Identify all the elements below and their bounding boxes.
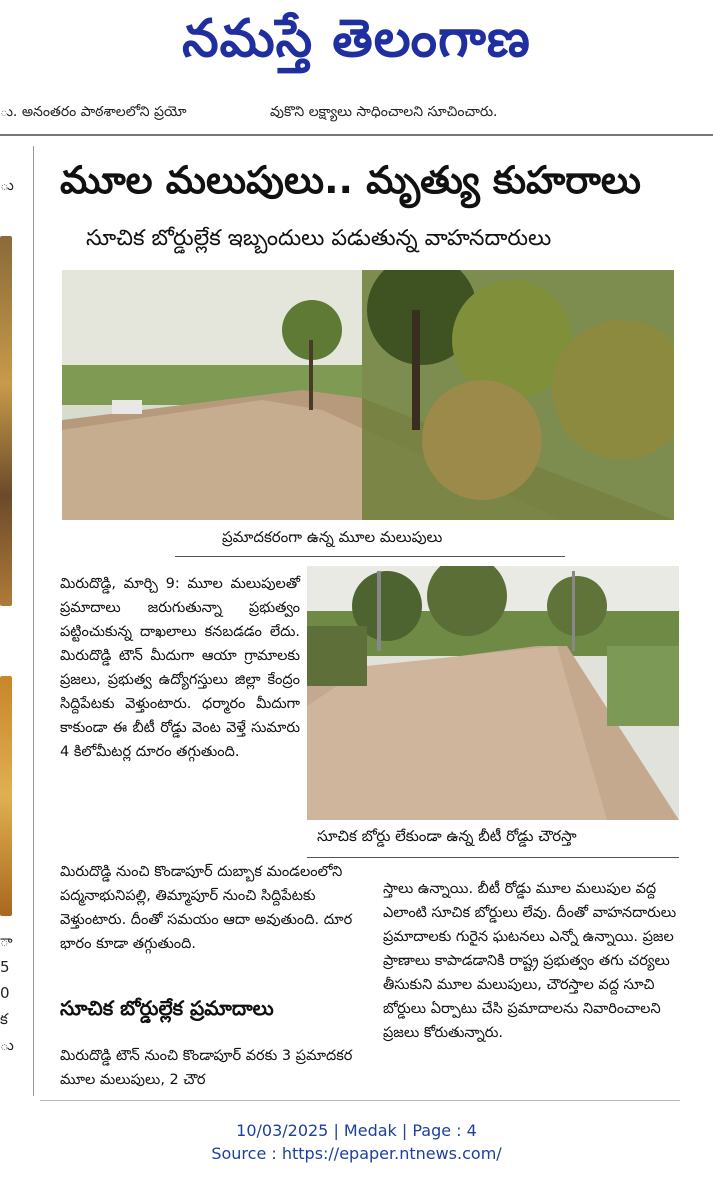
- adjacent-photo-1: [0, 236, 12, 606]
- footer-source-link[interactable]: Source : https://epaper.ntnews.com/: [211, 1144, 502, 1163]
- left-adjacent-column: [0, 146, 32, 1096]
- masthead: [0, 0, 713, 90]
- article-subheadline: సూచిక బోర్డుల్లేక ఇబ్బందులు పడుతున్న వాహనదారులు: [86, 226, 552, 251]
- article-body-column-1-bottom: [60, 1044, 360, 1092]
- article-body-paragraph-3: మిరుదొడ్డి టౌన్ నుంచి కొండాపూర్ వరకు 3 ప్రమాదకర మూల మలుపులు, 2 చౌర: [60, 1048, 353, 1088]
- article-body-paragraph-1: మిరుదొడ్డి, మార్చి 9: మూల మలుపులతో ప్రమాదాలు జరుగుతున్నా ప్రభుత్వం పట్టించుకున్న దాఖలాలు కనబడడం లేదు. మిరుదొడ్డి టౌన్ మీదుగా ఆయా గ్రామాలకు ప్రజలు, ప్రభుత్వ ఉద్యోగస్తులు జిల్లా కేంద్రం సిద్దిపేటకు వెళ్తుంటారు. ధర్మారం మీదుగా కాకుండా ఈ బీటీ రోడ్డు వెంట వెళ్తే సుమారు 4 కిలోమీటర్ల దూరం తగ్గుతుంది.: [60, 576, 300, 760]
- article-body-column-2: [383, 877, 679, 1045]
- photo-road-curve-caption: ప్రమాదకరంగా ఉన్న మూల మలుపులు: [222, 528, 443, 546]
- strip-char-1: ు: [0, 176, 14, 194]
- article-subheading-accidents: సూచిక బోర్డుల్లేక ప్రమాదాలు: [60, 996, 274, 1020]
- bottom-divider: [40, 1100, 680, 1101]
- strip-char-4: 0: [0, 984, 10, 1002]
- article-body-column-1: [60, 572, 300, 764]
- ticker-text-2: వుకొని లక్ష్యాలు సాధించాలని సూచించారు.: [270, 104, 498, 120]
- photo-road-curve-art: [62, 270, 674, 520]
- caption-divider-1: [175, 556, 565, 557]
- strip-char-3: 5: [0, 958, 10, 976]
- strip-char-5: క: [0, 1010, 8, 1028]
- photo-bt-road-junction-caption: సూచిక బోర్డు లేకుండా ఉన్న బీటీ రోడ్డు చౌరస్తా: [317, 827, 577, 845]
- article-headline: మూల మలుపులు.. మృత్యు కుహరాలు: [60, 158, 641, 202]
- strip-char-6: ు: [0, 1036, 14, 1054]
- ticker-strip: [0, 100, 713, 126]
- top-divider: [0, 134, 713, 136]
- article-body-column-1-continued: [60, 860, 360, 956]
- photo-bt-road-junction: [307, 566, 679, 820]
- article-body-paragraph-4: స్తాలు ఉన్నాయి. బీటీ రోడ్డు మూల మలుపుల వద్ద ఎలాంటి సూచిక బోర్డులు లేవు. దీంతో వాహనదారులు ప్రమాదాలకు గురైన ఘటనలు ఎన్నో ఉన్నాయి. ప్రజల ప్రాణాలు కాపాడడానికి రాష్ట్ర ప్రభుత్వం తగు చర్యలు తీసుకుని మూల మలుపులు, చౌరస్తాల వద్ద సూచి బోర్డులు ఏర్పాటు చేసి ప్రమాదాలను నివారించాలని ప్రజలు కోరుతున్నారు.: [383, 881, 677, 1041]
- photo-bt-road-junction-art: [307, 566, 679, 820]
- ticker-text-1: ు. అనంతరం పాఠశాలలోని ప్రయో: [0, 104, 187, 120]
- footer-edition-info: 10/03/2025 | Medak | Page : 4: [236, 1121, 477, 1140]
- photo-road-curve: [62, 270, 674, 520]
- caption-divider-2: [307, 857, 679, 858]
- article-body-paragraph-2: మిరుదొడ్డి నుంచి కొండాపూర్ దుబ్బాక మండలంలోని పద్మనాభునిపల్లి, తిమ్మాపూర్ నుంచి సిద్దిపేటకు వెళ్తుంటారు. దీంతో సమయం ఆదా అవుతుంది. దూర భారం కూడా తగ్గుతుంది.: [60, 864, 353, 952]
- strip-char-2: ా: [0, 932, 13, 950]
- column-divider: [33, 146, 34, 1096]
- adjacent-photo-2: [0, 676, 12, 916]
- masthead-title: నమస్తే తెలంగాణ: [182, 8, 531, 69]
